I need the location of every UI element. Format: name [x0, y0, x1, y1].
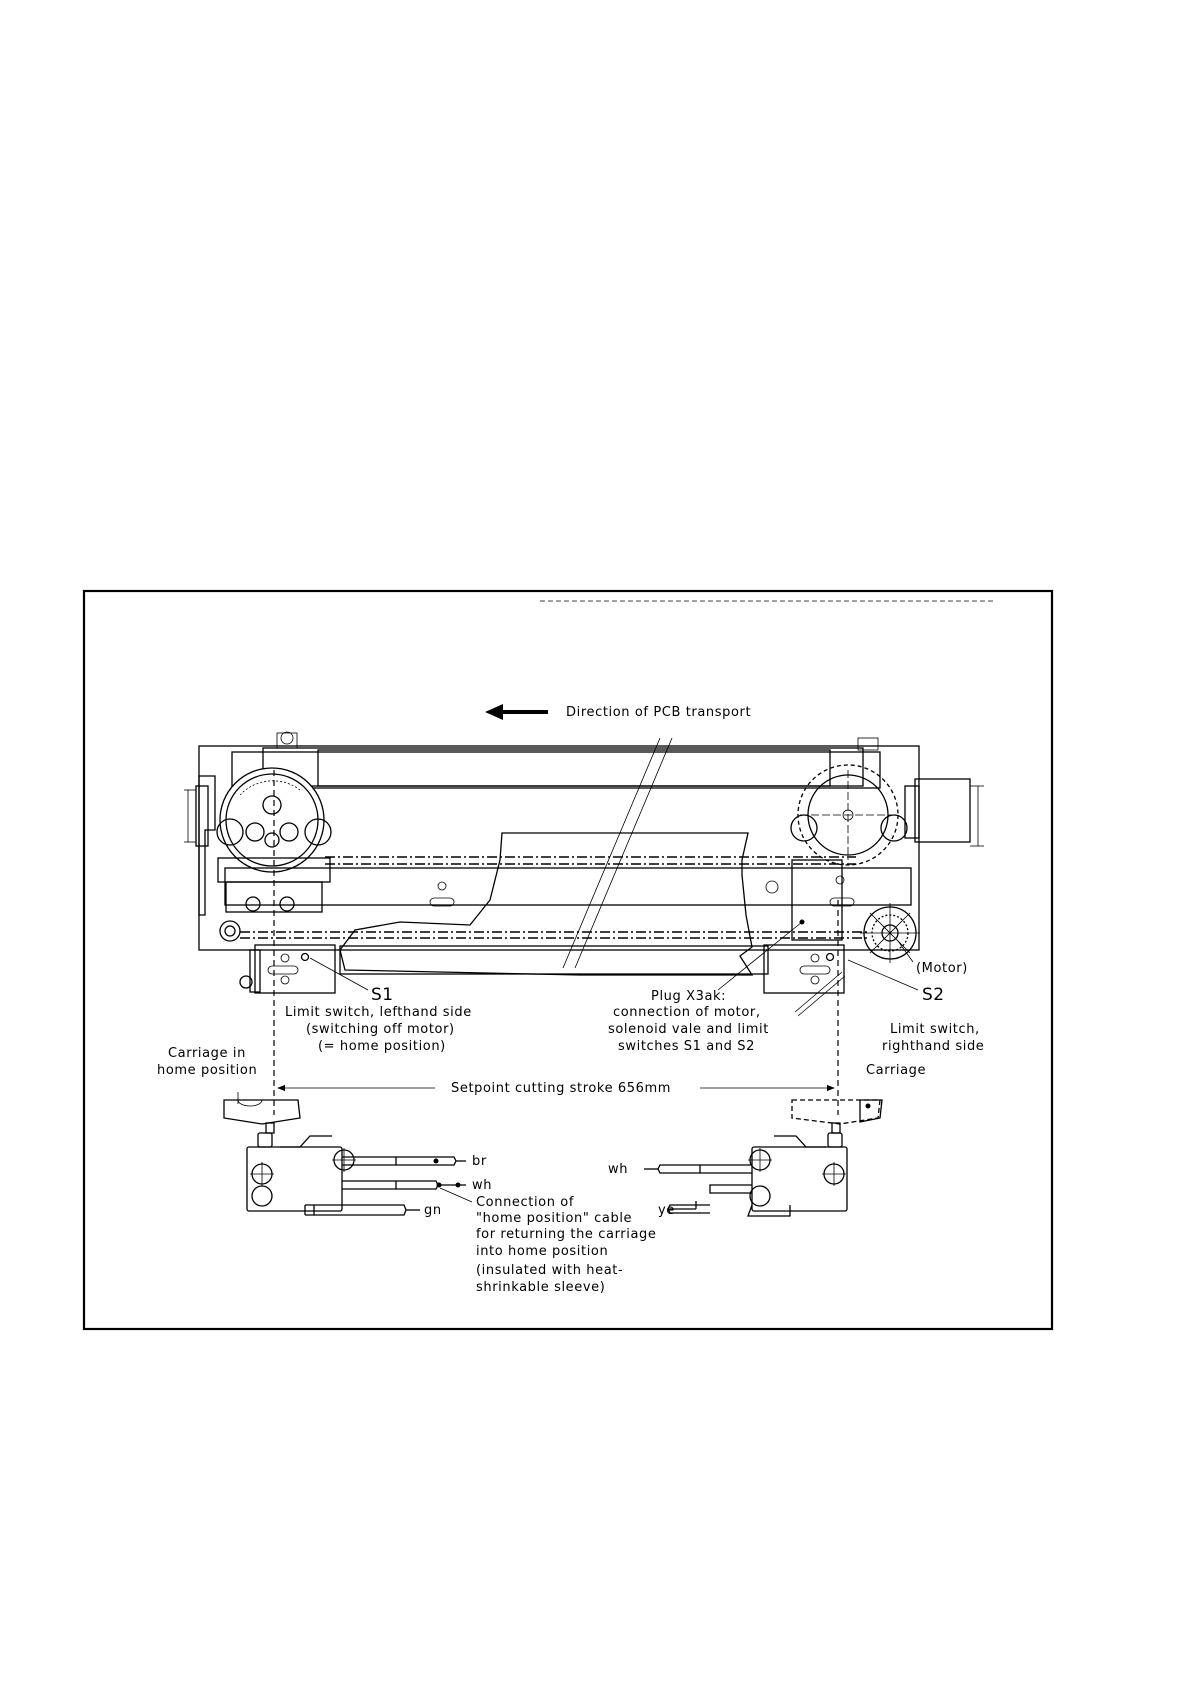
plug-line-4: switches S1 and S2 [618, 1039, 755, 1054]
s1-id: S1 [371, 985, 394, 1005]
direction-label: Direction of PCB transport [566, 705, 752, 720]
wire-wh-right: wh [608, 1162, 629, 1177]
plug-line-3: solenoid vale and limit [608, 1022, 769, 1037]
motor-label: (Motor) [916, 961, 968, 976]
carriage-home-1: Carriage in [168, 1046, 246, 1061]
left-microswitch [247, 1123, 466, 1215]
conn-line-1: Connection of [476, 1195, 575, 1210]
plug-line-1: Plug X3ak: [651, 989, 727, 1004]
s1-desc-1: Limit switch, lefthand side [285, 1005, 472, 1020]
conn-line-2: "home position" cable [476, 1211, 633, 1226]
s1-desc-3: (= home position) [318, 1039, 446, 1054]
s2-desc-2: righthand side [882, 1039, 985, 1054]
stroke-label: Setpoint cutting stroke 656mm [451, 1081, 672, 1096]
plug-line-2: connection of motor, [613, 1005, 761, 1020]
s2-desc-1: Limit switch, [890, 1022, 980, 1037]
conn-line-5: (insulated with heat- [476, 1263, 624, 1278]
conn-line-6: shrinkable sleeve) [476, 1280, 606, 1295]
wire-br: br [472, 1154, 487, 1169]
conn-line-3: for returning the carriage [476, 1227, 657, 1242]
wire-wh-left: wh [472, 1178, 493, 1193]
direction-arrow [485, 704, 548, 720]
wire-gn: gn [424, 1203, 442, 1218]
s1-desc-2: (switching off motor) [306, 1022, 455, 1037]
left-carriage [224, 1092, 300, 1124]
carriage-home-2: home position [157, 1063, 258, 1078]
s2-id: S2 [922, 985, 945, 1005]
cutter-assembly [184, 732, 984, 993]
wire-ye: ye [658, 1203, 675, 1218]
right-carriage [792, 1100, 882, 1124]
carriage-label: Carriage [866, 1063, 927, 1078]
conn-line-4: into home position [476, 1244, 609, 1259]
